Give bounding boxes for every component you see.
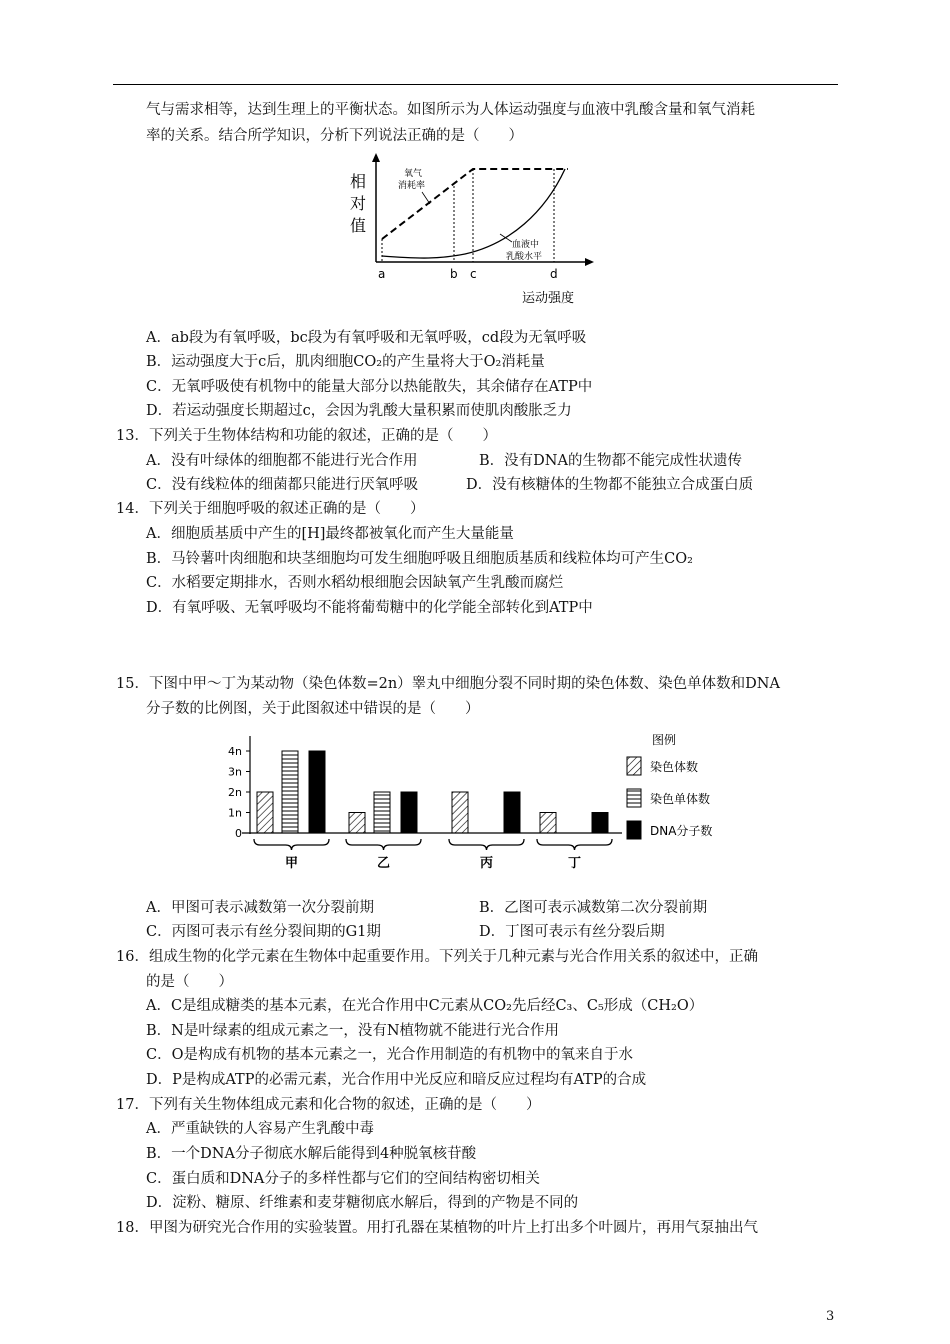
legend-swatch-1 (627, 757, 641, 775)
q14-option-c: C．水稻要定期排水，否则水稻幼根细胞会因缺氧产生乳酸而腐烂 (146, 575, 564, 591)
category-label-4: 丁 (567, 856, 582, 871)
bar-2-1 (282, 751, 298, 833)
legend (627, 757, 712, 839)
curve2-label-line2: 乳酸水平 (506, 252, 543, 262)
category-label-1: 甲 (284, 856, 299, 871)
bar-3-1 (309, 751, 325, 833)
oxygen-consumption-curve (382, 169, 568, 239)
q12-option-c: C．无氧呼吸使有机物中的能量大部分以热能散失，其余储存在ATP中 (146, 379, 593, 395)
chromosome-ratio-chart (222, 726, 722, 874)
bar-2-2 (374, 792, 390, 833)
q15-option-a: A．甲图可表示减数第一次分裂前期 (146, 900, 374, 916)
q17-option-d: D．淀粉、糖原、纤维素和麦芽糖彻底水解后，得到的产物是不同的 (146, 1195, 579, 1211)
curve1-pointer (422, 192, 430, 204)
q12-stem-line-2: 率的关系。结合所学知识，分析下列说法正确的是（ ） (146, 128, 523, 144)
q14-option-a: A．细胞质基质中产生的[H]最终都被氧化而产生大量能量 (146, 526, 514, 542)
q12-stem-line-1: 气与需求相等，达到生理上的平衡状态。如图所示为人体运动强度与血液中乳酸含量和氧气消耗 (146, 102, 755, 118)
q16-option-a: A．C是组成糖类的基本元素，在光合作用中C元素从CO₂先后经C₃、C₅形成（CH₂O） (146, 998, 704, 1014)
x-axis-label: 运动强度 (522, 291, 575, 306)
q17-stem: 17．下列有关生物体组成元素和化合物的叙述，正确的是（ ） (116, 1097, 541, 1113)
bar-1-3 (452, 792, 468, 833)
q15-option-b: B．乙图可表示减数第二次分裂前期 (479, 900, 708, 916)
q14-option-b: B．马铃薯叶肉细胞和块茎细胞均可发生细胞呼吸且细胞质基质和线粒体均可产生CO₂ (146, 551, 693, 567)
q16-stem-line-2: 的是（ ） (146, 974, 233, 990)
legend-label-2: 染色单体数 (650, 792, 711, 806)
q13-option-d: D．没有核糖体的生物都不能独立合成蛋白质 (466, 477, 754, 493)
q14-option-d: D．有氧呼吸、无氧呼吸均不能将葡萄糖中的化学能全部转化到ATP中 (146, 600, 593, 616)
q16-option-c: C．O是构成有机物的基本元素之一，光合作用制造的有机物中的氧来自于水 (146, 1047, 633, 1063)
q12-option-b: B．运动强度大于c后，肌肉细胞CO₂的产生量将大于O₂消耗量 (146, 354, 545, 370)
q12-option-a: A．ab段为有氧呼吸，bc段为有氧呼吸和无氧呼吸，cd段为无氧呼吸 (146, 330, 587, 346)
bar-3-3 (504, 792, 520, 833)
q12-option-d: D．若运动强度长期超过c，会因为乳酸大量积累而使肌肉酸胀乏力 (146, 403, 572, 419)
y-axis-arrow (372, 153, 380, 162)
category-label-3: 丙 (479, 856, 494, 871)
bars-group (257, 751, 608, 833)
curve1-label-line1: 氧气 (404, 169, 423, 179)
exercise-intensity-graph (340, 152, 600, 310)
q13-option-a: A．没有叶绿体的细胞都不能进行光合作用 (146, 453, 418, 469)
q13-stem: 13．下列关于生物体结构和功能的叙述，正确的是（ ） (116, 428, 497, 444)
category-label-2: 乙 (376, 856, 391, 871)
point-b: b (450, 267, 458, 281)
bar-1-2 (349, 813, 365, 834)
legend-title: 图例 (652, 733, 677, 747)
q13-option-b: B．没有DNA的生物都不能完成性状遗传 (479, 453, 742, 469)
q16-option-b: B．N是叶绿素的组成元素之一，没有N植物就不能进行光合作用 (146, 1023, 560, 1039)
q18-stem: 18．甲图为研究光合作用的实验装置。用打孔器在某植物的叶片上打出多个叶圆片，再用气泵抽出气 (116, 1220, 758, 1236)
bar-1-1 (257, 792, 273, 833)
curve2-label-line1: 血液中 (512, 240, 540, 250)
q16-stem-line-1: 16．组成生物的化学元素在生物体中起重要作用。下列关于几种元素与光合作用关系的叙述中，正确 (116, 949, 758, 965)
q15-option-c: C．丙图可表示有丝分裂间期的G1期 (146, 924, 381, 940)
y-tick-label-0: 0 (235, 827, 242, 840)
category-bracket-3 (449, 839, 524, 850)
q17-option-c: C．蛋白质和DNA分子的多样性都与它们的空间结构密切相关 (146, 1171, 540, 1187)
page-number: 3 (826, 1309, 835, 1324)
legend-swatch-2 (627, 789, 641, 807)
point-a: a (378, 267, 386, 281)
curve1-label-line2: 消耗率 (398, 181, 426, 191)
ylabel-char-3: 值 (350, 216, 367, 235)
header-rule (113, 84, 838, 85)
legend-label-3: DNA分子数 (650, 824, 713, 838)
q17-option-a: A．严重缺铁的人容易产生乳酸中毒 (146, 1121, 374, 1137)
legend-swatch-3 (627, 821, 641, 839)
q13-option-c: C．没有线粒体的细菌都只能进行厌氧呼吸 (146, 477, 419, 493)
category-bracket-1 (254, 839, 329, 850)
point-d: d (550, 267, 558, 281)
category-bracket-2 (346, 839, 421, 850)
y-tick-label-1: 1n (228, 806, 242, 820)
q14-stem: 14．下列关于细胞呼吸的叙述正确的是（ ） (116, 501, 425, 517)
q15-option-d: D．丁图可表示有丝分裂后期 (479, 924, 665, 940)
y-tick-label-3: 3n (228, 765, 242, 779)
bar-3-4 (592, 813, 608, 834)
x-axis-arrow (585, 258, 594, 266)
category-brackets (254, 839, 612, 871)
ylabel-char-1: 相 (350, 172, 367, 191)
legend-label-1: 染色体数 (650, 760, 699, 774)
ylabel-char-2: 对 (350, 194, 367, 213)
category-bracket-4 (537, 839, 612, 850)
bar-1-4 (540, 813, 556, 834)
q17-option-b: B．一个DNA分子彻底水解后能得到4种脱氧核苷酸 (146, 1146, 477, 1162)
q16-option-d: D．P是构成ATP的必需元素，光合作用中光反应和暗反应过程均有ATP的合成 (146, 1072, 647, 1088)
q15-stem-line-2: 分子数的比例图，关于此图叙述中错误的是（ ） (146, 701, 480, 717)
bar-3-2 (401, 792, 417, 833)
y-tick-label-4: 4n (228, 745, 242, 758)
y-tick-label-2: 2n (228, 786, 242, 799)
point-c: c (470, 267, 477, 281)
y-axis-group (228, 736, 250, 840)
q15-stem-line-1: 15．下图中甲～丁为某动物（染色体数=2n）睾丸中细胞分裂不同时期的染色体数、染色单体数和DNA (116, 676, 780, 692)
